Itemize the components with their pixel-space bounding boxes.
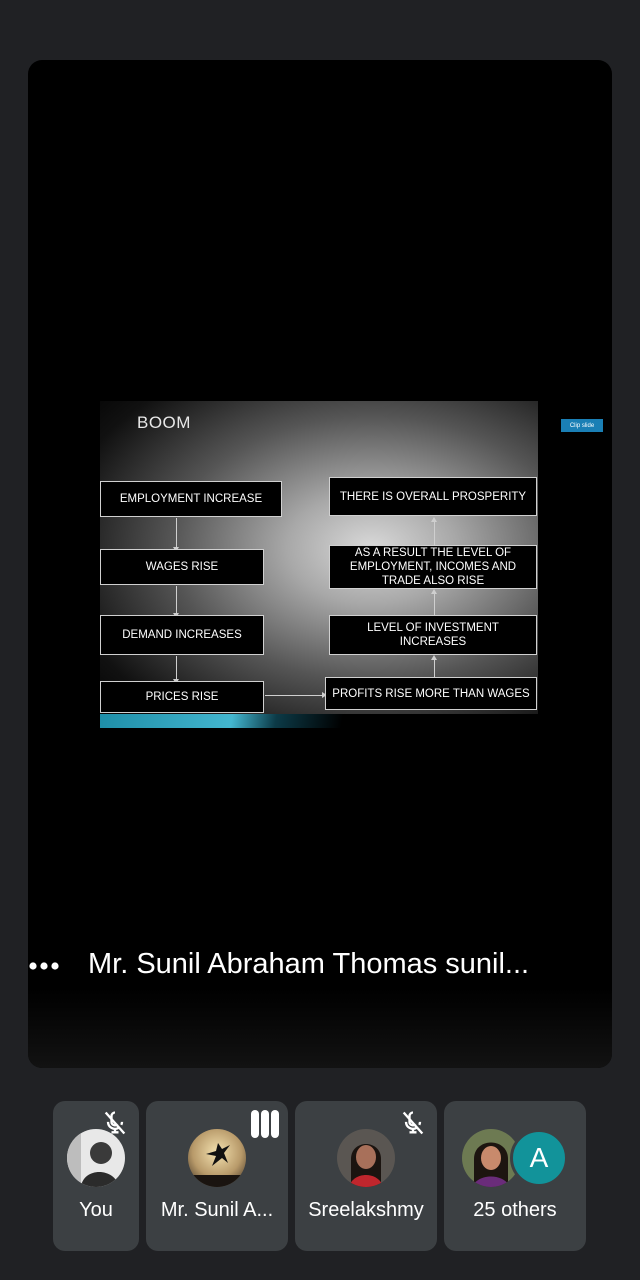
- clip-badge-label: Clip slide: [569, 422, 595, 429]
- flow-box-investment-increases: LEVEL OF INVESTMENT INCREASES: [329, 615, 537, 655]
- flow-arrow: [434, 593, 435, 615]
- participant-tile-others[interactable]: [444, 1101, 586, 1251]
- mic-off-icon: [399, 1109, 427, 1137]
- avatar-letter-text: A: [529, 1142, 549, 1173]
- flow-arrow: [176, 518, 177, 548]
- participant-label: 25 others: [473, 1199, 557, 1221]
- participant-tile-you[interactable]: [53, 1101, 139, 1251]
- presenter-bar: [28, 988, 612, 1068]
- flow-box-overall-prosperity: THERE IS OVERALL PROSPERITY: [329, 477, 537, 516]
- flow-box-wages-rise: WAGES RISE: [100, 549, 264, 585]
- avatar: [67, 1129, 125, 1187]
- flow-arrow: [434, 521, 435, 545]
- avatar: [188, 1129, 246, 1187]
- flow-box-result-employment-incomes-trade: AS A RESULT THE LEVEL OF EMPLOYMENT, INCOMES AND TRADE ALSO RISE: [329, 545, 537, 589]
- flow-box-prices-rise: PRICES RISE: [100, 681, 264, 713]
- presenter-name: Mr. Sunil Abraham Thomas sunil...: [88, 948, 530, 980]
- presentation-slide: [100, 401, 538, 728]
- participant-tile-sreelakshmy[interactable]: [295, 1101, 437, 1251]
- main-video-stage[interactable]: [28, 60, 612, 1068]
- flow-arrow: [265, 695, 323, 696]
- speaking-indicator-icon: [248, 1107, 282, 1141]
- flow-arrow: [434, 659, 435, 677]
- participant-tile-sunil[interactable]: [146, 1101, 288, 1251]
- flow-box-demand-increases: DEMAND INCREASES: [100, 615, 264, 655]
- avatar: [337, 1129, 395, 1187]
- slide-title: BOOM: [137, 413, 191, 432]
- clip-slide-badge[interactable]: [561, 419, 603, 432]
- flow-arrow: [176, 656, 177, 680]
- participant-label: You: [79, 1199, 113, 1221]
- more-horizontal-icon[interactable]: [28, 955, 60, 975]
- flow-arrow: [176, 586, 177, 614]
- participant-label: Sreelakshmy: [308, 1199, 424, 1221]
- flow-box-employment-increase: EMPLOYMENT INCREASE: [100, 481, 282, 517]
- participant-label: Mr. Sunil A...: [160, 1199, 274, 1221]
- slide-decoration: [100, 714, 538, 728]
- avatar-letter: [510, 1129, 568, 1187]
- flow-box-profits-rise: PROFITS RISE MORE THAN WAGES: [325, 677, 537, 710]
